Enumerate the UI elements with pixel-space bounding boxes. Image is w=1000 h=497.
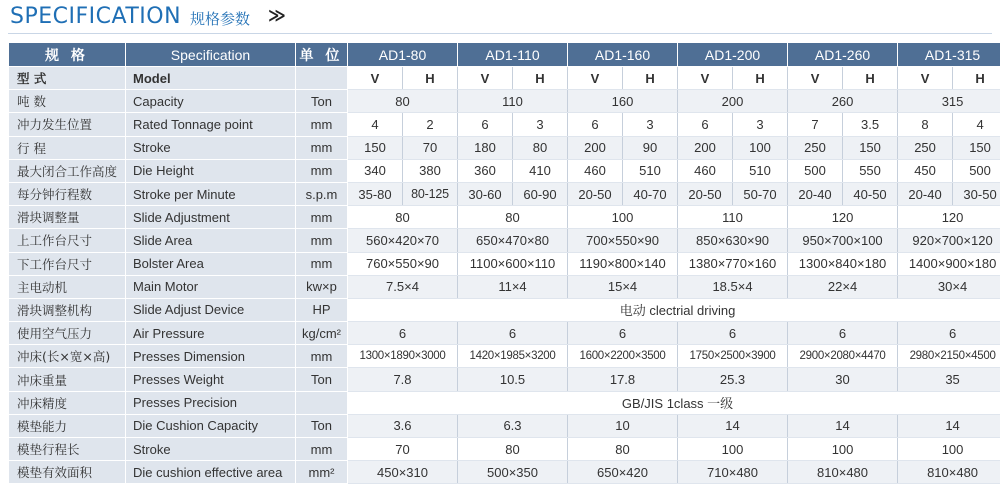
cell: 35 (898, 368, 1000, 391)
cell: 150 (348, 136, 403, 159)
row-en: Presses Dimension (126, 345, 296, 368)
table-row (9, 414, 1000, 437)
cell: 3.5 (843, 113, 898, 136)
cell: 90 (623, 136, 678, 159)
cell: 1380×770×160 (678, 252, 788, 275)
row-unit: kg/cm² (296, 322, 348, 345)
cell: 80 (348, 206, 458, 229)
cell: 250 (898, 136, 953, 159)
row-en: Stroke (126, 438, 296, 461)
cell: 810×480 (788, 461, 898, 484)
table-row (9, 206, 1000, 229)
table-row (9, 298, 1000, 321)
cell: 1100×600×110 (458, 252, 568, 275)
row-cn: 滑块调整机构 (9, 298, 126, 321)
cell: H (513, 67, 568, 90)
cell: 17.8 (568, 368, 678, 391)
row-unit: mm (296, 438, 348, 461)
cell: V (348, 67, 403, 90)
cell: 80 (458, 206, 568, 229)
cell: 50-70 (733, 182, 788, 205)
cell: 760×550×90 (348, 252, 458, 275)
cell: 410 (513, 159, 568, 182)
cell: 850×630×90 (678, 229, 788, 252)
cell: 460 (678, 159, 733, 182)
cell: 1300×1890×3000 (348, 345, 458, 368)
cell: 20-40 (898, 182, 953, 205)
cell: 160 (568, 90, 678, 113)
row-cn: 主电动机 (9, 275, 126, 298)
cell: H (623, 67, 678, 90)
page-subtitle: 规格参数 (190, 10, 251, 28)
cell: 120 (788, 206, 898, 229)
cell: 20-40 (788, 182, 843, 205)
row-unit: mm (296, 113, 348, 136)
row-unit: kw×p (296, 275, 348, 298)
cell: H (403, 67, 458, 90)
cell: 80 (568, 438, 678, 461)
cell: 250 (788, 136, 843, 159)
cell: 510 (733, 159, 788, 182)
table-header-row (9, 43, 1000, 67)
cell: 30 (788, 368, 898, 391)
table-row (9, 345, 1000, 368)
row-unit: mm (296, 206, 348, 229)
cell: 200 (678, 90, 788, 113)
row-cn: 型 式 (9, 67, 126, 90)
row-unit (296, 391, 348, 414)
cell: 510 (623, 159, 678, 182)
cell: H (953, 67, 1000, 90)
row-cn: 模垫有效面积 (9, 461, 126, 484)
page-header (0, 0, 1000, 34)
row-en: Die cushion effective area (126, 461, 296, 484)
row-cn: 冲床精度 (9, 391, 126, 414)
cell: H (843, 67, 898, 90)
row-unit: s.p.m (296, 182, 348, 205)
cell: 950×700×100 (788, 229, 898, 252)
cell: 200 (678, 136, 733, 159)
header-divider (8, 33, 992, 34)
cell: 6 (458, 113, 513, 136)
cell: 1300×840×180 (788, 252, 898, 275)
table-row (9, 229, 1000, 252)
cell: 500 (953, 159, 1000, 182)
cell: 10 (568, 414, 678, 437)
cell: 100 (733, 136, 788, 159)
cell: 700×550×90 (568, 229, 678, 252)
table-row (9, 90, 1000, 113)
cell: 1600×2200×3500 (568, 345, 678, 368)
header-model: AD1-80 (348, 43, 458, 67)
cell: 4 (953, 113, 1000, 136)
cell: 360 (458, 159, 513, 182)
cell: 7.5×4 (348, 275, 458, 298)
row-cn: 模垫能力 (9, 414, 126, 437)
cell: 18.5×4 (678, 275, 788, 298)
cell: 100 (568, 206, 678, 229)
row-unit: mm (296, 252, 348, 275)
header-model: AD1-315 (898, 43, 1000, 67)
cell: 8 (898, 113, 953, 136)
table-row (9, 136, 1000, 159)
cell: 3 (513, 113, 568, 136)
span-cell: GB/JIS 1class 一级 (348, 391, 1000, 414)
cell: 25.3 (678, 368, 788, 391)
table-row (9, 275, 1000, 298)
cell: 6.3 (458, 414, 568, 437)
table-row (9, 113, 1000, 136)
cell: 110 (678, 206, 788, 229)
row-unit: HP (296, 298, 348, 321)
cell: 3.6 (348, 414, 458, 437)
cell: 3 (623, 113, 678, 136)
cell: 10.5 (458, 368, 568, 391)
cell: 810×480 (898, 461, 1000, 484)
cell: 1190×800×140 (568, 252, 678, 275)
cell: 1400×900×180 (898, 252, 1000, 275)
row-en: Presses Precision (126, 391, 296, 414)
row-unit: mm (296, 159, 348, 182)
cell: 70 (403, 136, 458, 159)
page-title: SPECIFICATION (10, 4, 182, 29)
cell: 460 (568, 159, 623, 182)
cell: 500 (788, 159, 843, 182)
header-model: AD1-200 (678, 43, 788, 67)
row-en: Slide Adjustment (126, 206, 296, 229)
cell: V (458, 67, 513, 90)
row-unit: mm (296, 229, 348, 252)
row-cn: 吨 数 (9, 90, 126, 113)
row-cn: 滑块调整量 (9, 206, 126, 229)
cell: 120 (898, 206, 1000, 229)
cell: 40-50 (843, 182, 898, 205)
cell: 260 (788, 90, 898, 113)
cell: 20-50 (678, 182, 733, 205)
row-cn: 上工作台尺寸 (9, 229, 126, 252)
cell: 2980×2150×4500 (898, 345, 1000, 368)
cell: 6 (458, 322, 568, 345)
cell: 3 (733, 113, 788, 136)
table-row (9, 182, 1000, 205)
row-en: Capacity (126, 90, 296, 113)
cell: 4 (348, 113, 403, 136)
cell: 6 (678, 322, 788, 345)
cell: 315 (898, 90, 1000, 113)
row-unit: mm² (296, 461, 348, 484)
header-model: AD1-160 (568, 43, 678, 67)
row-en: Bolster Area (126, 252, 296, 275)
cell: 1420×1985×3200 (458, 345, 568, 368)
row-cn: 每分钟行程数 (9, 182, 126, 205)
table-row (9, 252, 1000, 275)
table-row (9, 67, 1000, 90)
row-en: Model (126, 67, 296, 90)
row-en: Die Cushion Capacity (126, 414, 296, 437)
cell: 40-70 (623, 182, 678, 205)
cell: 110 (458, 90, 568, 113)
cell: 710×480 (678, 461, 788, 484)
table-row (9, 159, 1000, 182)
cell: 650×420 (568, 461, 678, 484)
cell: 70 (348, 438, 458, 461)
row-unit: Ton (296, 368, 348, 391)
cell: 150 (843, 136, 898, 159)
header-cn: 规 格 (9, 43, 126, 67)
spec-table (8, 42, 1000, 484)
row-en: Presses Weight (126, 368, 296, 391)
row-unit: Ton (296, 90, 348, 113)
cell: 80 (513, 136, 568, 159)
row-cn: 模垫行程长 (9, 438, 126, 461)
header-model: AD1-110 (458, 43, 568, 67)
row-en: Slide Adjust Device (126, 298, 296, 321)
cell: 20-50 (568, 182, 623, 205)
row-unit (296, 67, 348, 90)
cell: 650×470×80 (458, 229, 568, 252)
row-unit: mm (296, 136, 348, 159)
row-en: Die Height (126, 159, 296, 182)
cell: 14 (788, 414, 898, 437)
cell: 30-60 (458, 182, 513, 205)
table-row (9, 438, 1000, 461)
cell: 450 (898, 159, 953, 182)
row-en: Air Pressure (126, 322, 296, 345)
row-en: Stroke per Minute (126, 182, 296, 205)
cell: 380 (403, 159, 458, 182)
cell: 100 (678, 438, 788, 461)
cell: 14 (678, 414, 788, 437)
span-cell: 电动 clectrial driving (348, 298, 1000, 321)
cell: 22×4 (788, 275, 898, 298)
row-en: Main Motor (126, 275, 296, 298)
cell: V (678, 67, 733, 90)
cell: 30×4 (898, 275, 1000, 298)
row-cn: 最大闭合工作高度 (9, 159, 126, 182)
row-en: Slide Area (126, 229, 296, 252)
table-row (9, 322, 1000, 345)
row-cn: 使用空气压力 (9, 322, 126, 345)
row-unit: Ton (296, 414, 348, 437)
cell: 7.8 (348, 368, 458, 391)
row-cn: 下工作台尺寸 (9, 252, 126, 275)
cell: V (788, 67, 843, 90)
cell: H (733, 67, 788, 90)
header-unit: 单 位 (296, 43, 348, 67)
cell: 180 (458, 136, 513, 159)
cell: 6 (348, 322, 458, 345)
cell: 920×700×120 (898, 229, 1000, 252)
header-en: Specification (126, 43, 296, 67)
cell: 14 (898, 414, 1000, 437)
cell: 100 (898, 438, 1000, 461)
cell: 15×4 (568, 275, 678, 298)
cell: 200 (568, 136, 623, 159)
row-en: Stroke (126, 136, 296, 159)
cell: 35-80 (348, 182, 403, 205)
cell: V (568, 67, 623, 90)
row-cn: 冲床(长×宽×高) (9, 345, 126, 368)
double-chevron-icon: ≫ (268, 6, 286, 26)
row-en: Rated Tonnage point (126, 113, 296, 136)
cell: 11×4 (458, 275, 568, 298)
cell: 30-50 (953, 182, 1000, 205)
cell: 80-125 (403, 182, 458, 205)
table-row (9, 391, 1000, 414)
cell: 500×350 (458, 461, 568, 484)
row-cn: 行 程 (9, 136, 126, 159)
table-row (9, 461, 1000, 484)
row-unit: mm (296, 345, 348, 368)
cell: 6 (788, 322, 898, 345)
cell: 6 (568, 322, 678, 345)
cell: 2900×2080×4470 (788, 345, 898, 368)
row-cn: 冲床重量 (9, 368, 126, 391)
cell: 80 (458, 438, 568, 461)
cell: 6 (678, 113, 733, 136)
cell: 450×310 (348, 461, 458, 484)
cell: 7 (788, 113, 843, 136)
cell: V (898, 67, 953, 90)
cell: 560×420×70 (348, 229, 458, 252)
cell: 1750×2500×3900 (678, 345, 788, 368)
cell: 6 (898, 322, 1000, 345)
table-row (9, 368, 1000, 391)
cell: 150 (953, 136, 1000, 159)
header-model: AD1-260 (788, 43, 898, 67)
cell: 6 (568, 113, 623, 136)
cell: 60-90 (513, 182, 568, 205)
cell: 550 (843, 159, 898, 182)
cell: 100 (788, 438, 898, 461)
cell: 340 (348, 159, 403, 182)
cell: 2 (403, 113, 458, 136)
cell: 80 (348, 90, 458, 113)
row-cn: 冲力发生位置 (9, 113, 126, 136)
